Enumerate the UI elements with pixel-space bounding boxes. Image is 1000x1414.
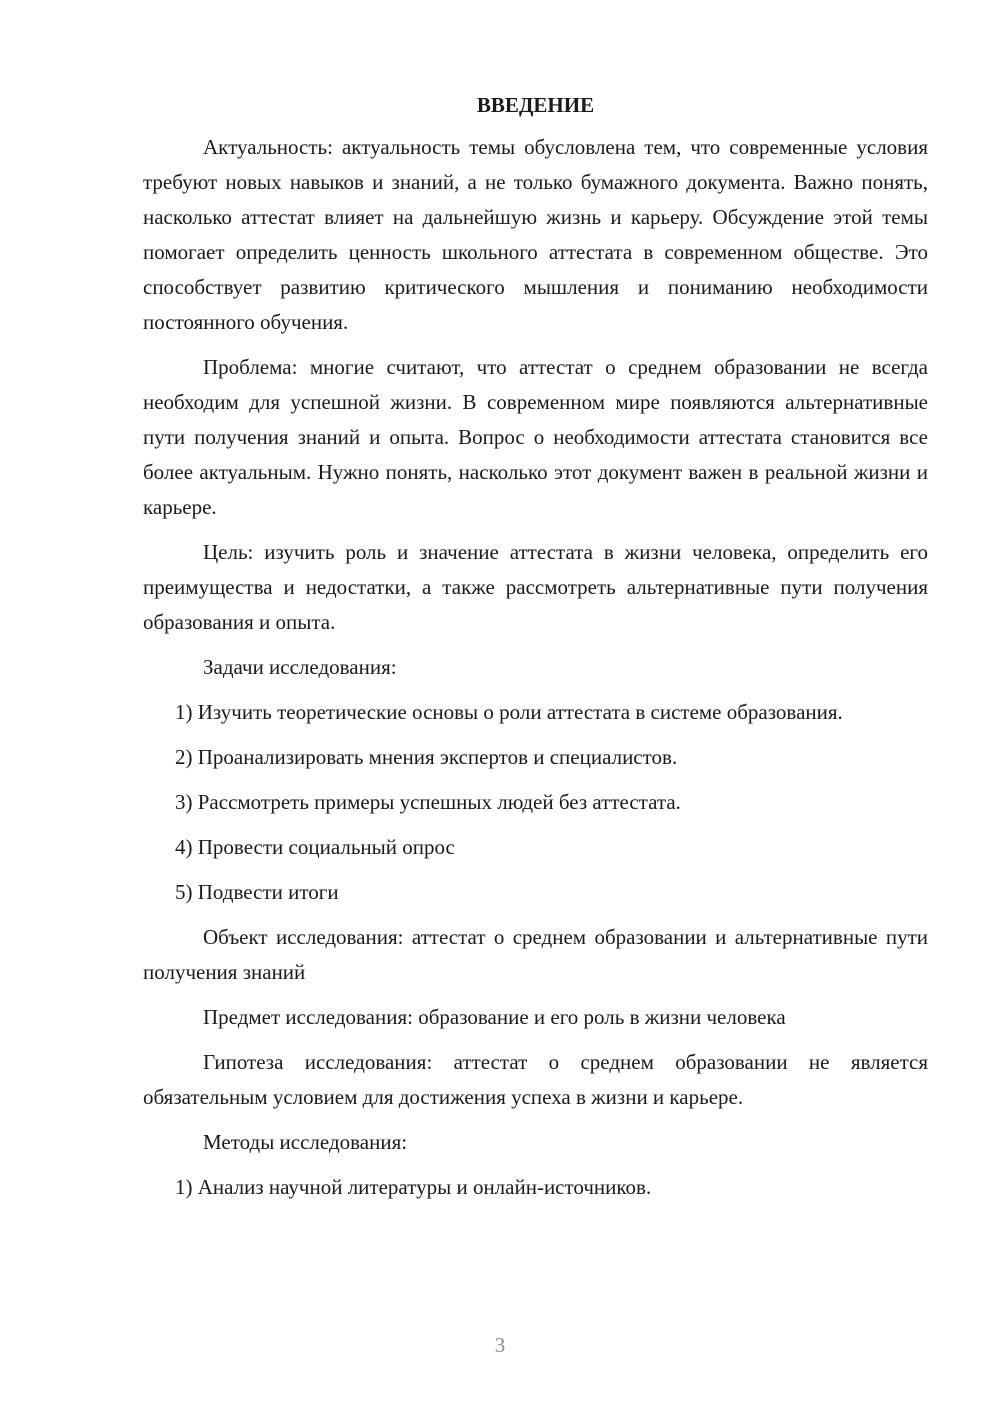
goal-paragraph: Цель: изучить роль и значение аттестата в жизни человека, определить его преимущества и недостатки, а также рассмотреть альтернативные пути получения образования и опыта. [143,540,928,634]
hypothesis-paragraph: Гипотеза исследования: аттестат о среднем образовании не является обязательным условием для достижения успеха в жизни и карьере. [143,1050,928,1109]
subject-paragraph: Предмет исследования: образование и его роль в жизни человека [203,1005,786,1029]
object-paragraph: Объект исследования: аттестат о среднем образовании и альтернативные пути получения знаний [143,925,928,984]
method-item-1: 1) Анализ научной литературы и онлайн-источников. [175,1175,652,1199]
methods-heading: Методы исследования: [203,1130,408,1154]
document-page [143,88,928,1215]
tasks-heading: Задачи исследования: [203,655,397,679]
section-title: ВВЕДЕНИЕ [476,93,595,117]
relevance-paragraph: Актуальность: актуальность темы обусловлена тем, что современные условия требуют новых навыков и знаний, а не только бумажного документа. Важно понять, насколько аттестат влияет на дальнейшую жизнь и карьеру. Обсуждение этой темы помогает определить ценность школьного аттестата в современном обществе. Это способствует развитию критического мышления и пониманию необходимости постоянного обучения. [143,135,928,334]
page-number: 3 [494,1333,506,1357]
task-item-1: 1) Изучить теоретические основы о роли аттестата в системе образования. [175,700,843,724]
problem-paragraph: Проблема: многие считают, что аттестат о среднем образовании не всегда необходим для успешной жизни. В современном мире появляются альтернативные пути получения знаний и опыта. Вопрос о необходимости аттестата становится все более актуальным. Нужно понять, насколько этот документ важен в реальной жизни и карьере. [143,355,928,519]
task-item-4: 4) Провести социальный опрос [175,835,455,859]
task-item-5: 5) Подвести итоги [175,880,339,904]
task-item-2: 2) Проанализировать мнения экспертов и специалистов. [175,745,678,769]
task-item-3: 3) Рассмотреть примеры успешных людей без аттестата. [175,790,681,814]
